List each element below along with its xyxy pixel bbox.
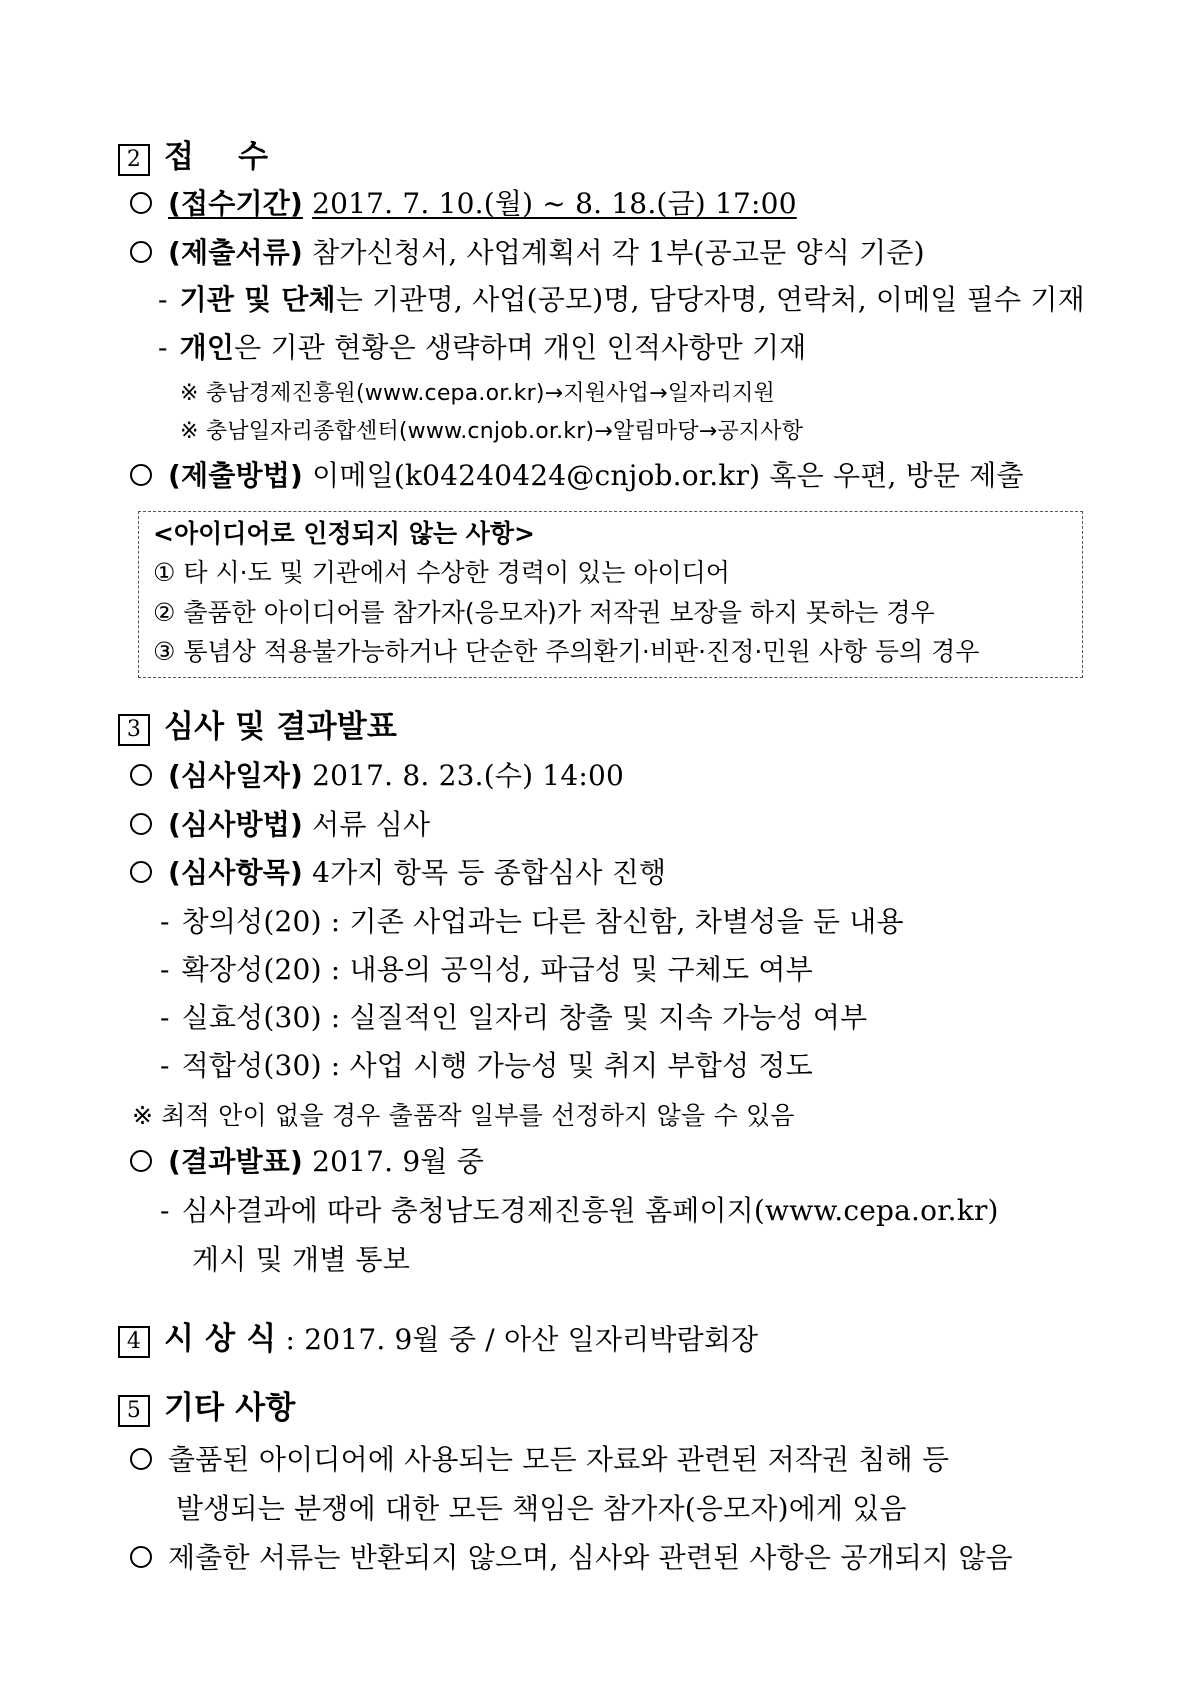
result-announcement-line [130,1142,484,1182]
section-title: 심사 및 결과발표 [164,709,398,745]
item-value: 서류 심사 [312,808,431,841]
section-number: 3 [118,714,150,746]
org-requirement-line: - 기관 및 단체는 기관명, 사업(공모)명, 담당자명, 연락처, 이메일 필수 기재 [158,283,1085,316]
criteria-item: - 확장성(20) : 내용의 공익성, 파급성 및 구체도 여부 [160,953,813,986]
bullet-circle-icon [130,241,152,263]
criteria-item: - 적합성(30) : 사업 시행 가능성 및 취지 부합성 정도 [160,1049,813,1082]
exclusion-box [138,511,1083,678]
result-detail-continuation: 게시 및 개별 통보 [192,1243,411,1276]
item-label: (결과발표) [168,1145,303,1178]
item-value: 참가신청서, 사업계획서 각 1부(공고문 양식 기준) [312,236,925,269]
item-label: (심사방법) [168,808,303,841]
item-text: 는 기관명, 사업(공모)명, 담당자명, 연락처, 이메일 필수 기재 [335,283,1085,316]
bold-term: 기관 및 단체 [179,283,336,316]
bullet-circle-icon [130,1448,152,1470]
result-detail-line: - 심사결과에 따라 충청남도경제진흥원 홈페이지(www.cepa.or.kr) [160,1194,999,1227]
item-value: 2017. 9월 중 [312,1145,484,1178]
section-4-heading [118,1319,758,1360]
bullet-circle-icon [130,1150,152,1172]
section-title: 접 수 [164,139,269,175]
misc-item-2: 제출한 서류는 반환되지 않으며, 심사와 관련된 사항은 공개되지 않음 [130,1538,1013,1578]
bullet-circle-icon [130,861,152,883]
exclusion-item: ③ 통념상 적용불가능하거나 단순한 주의환기·비판·진정·민원 사항 등의 경우 [153,637,980,666]
receipt-period-line [130,184,797,224]
bullet-circle-icon [130,764,152,786]
review-note: ※ 최적 안이 없을 경우 출품작 일부를 선정하지 않을 수 있음 [132,1101,795,1130]
criteria-item: - 창의성(20) : 기존 사업과는 다른 참신함, 차별성을 둔 내용 [160,905,904,938]
bullet-circle-icon [130,813,152,835]
item-label: (심사일자) [168,759,303,792]
exclusion-item: ① 타 시·도 및 기관에서 수상한 경력이 있는 아이디어 [153,558,730,587]
section-5-heading [118,1388,296,1428]
person-requirement-line: - 개인은 기관 현황은 생략하며 개인 인적사항만 기재 [158,331,807,364]
item-value: 4가지 항목 등 종합심사 진행 [312,856,667,889]
exclusion-box-title: <아이디어로 인정되지 않는 사항> [153,519,535,548]
bullet-circle-icon [130,464,152,486]
bullet-circle-icon [130,192,152,214]
reference-note-2: ※ 충남일자리종합센터(www.cnjob.or.kr)→알림마당→공지사항 [180,419,804,444]
review-method-line [130,805,430,845]
section-3-heading [118,707,397,747]
item-text: 은 기관 현황은 생략하며 개인 인적사항만 기재 [234,331,807,364]
item-label: (심사항목) [168,856,303,889]
misc-item-1-continuation: 발생되는 분쟁에 대한 모든 책임은 참가자(응모자)에게 있음 [176,1492,907,1525]
exclusion-item: ② 출품한 아이디어를 참가자(응모자)가 저작권 보장을 하지 못하는 경우 [153,598,935,627]
submit-docs-line [130,233,925,273]
item-label: (제출방법) [168,459,303,492]
section-title: 시 상 식 [164,1321,277,1357]
criteria-item: - 실효성(30) : 실질적인 일자리 창출 및 지속 가능성 여부 [160,1001,868,1034]
item-value: 2017. 8. 23.(수) 14:00 [312,759,624,792]
misc-item-1: 출품된 아이디어에 사용되는 모든 자료와 관련된 저작권 침해 등 [130,1440,949,1480]
section-title: 기타 사항 [164,1390,296,1426]
item-label: (접수기간) [168,187,303,220]
bullet-circle-icon [130,1546,152,1568]
reference-note-1: ※ 충남경제진흥원(www.cepa.or.kr)→지원사업→일자리지원 [180,381,775,406]
section-detail: : 2017. 9월 중 / 아산 일자리박람회장 [276,1323,759,1356]
item-value: 이메일(k04240424@cnjob.or.kr) 혹은 우편, 방문 제출 [312,459,1024,492]
bold-term: 개인 [179,331,235,364]
section-2-heading [118,137,268,177]
section-number: 2 [118,144,150,176]
section-number: 4 [118,1326,150,1358]
review-items-line [130,853,666,893]
review-date-line [130,756,624,796]
submit-method-line [130,456,1024,496]
section-number: 5 [118,1395,150,1427]
item-value: 2017. 7. 10.(월) ~ 8. 18.(금) 17:00 [312,187,797,220]
item-label: (제출서류) [168,236,303,269]
